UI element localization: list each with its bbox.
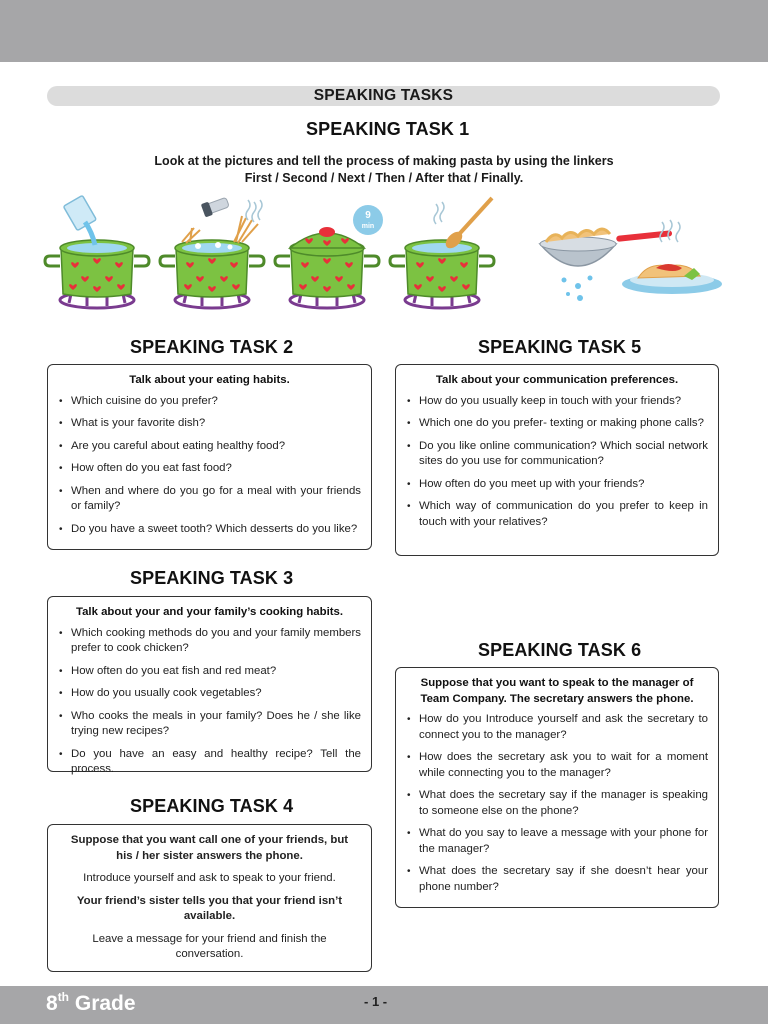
task3-item: • How often do you eat fish and red meat? <box>58 664 361 680</box>
task2-title: SPEAKING TASK 2 <box>130 337 294 357</box>
task3-title: SPEAKING TASK 3 <box>130 568 294 588</box>
task2-heading: Talk about your eating habits. <box>129 374 290 386</box>
task6-item: • What do you say to leave a message with your phone for the manager? <box>406 826 708 857</box>
top-bar <box>0 0 768 62</box>
task4-line4: Leave a message for your friend and finish the conversation. <box>92 932 327 960</box>
task5-item: • Which one do you prefer- texting or making phone calls? <box>406 416 708 432</box>
task5-box <box>395 364 719 556</box>
task6-question-list <box>406 712 708 895</box>
task3-heading: Talk about your and your family’s cooking habits. <box>75 606 344 618</box>
task3-item: • Do you have an easy and healthy recipe? Tell the process. <box>58 747 361 778</box>
timer-number: 9 <box>365 210 371 221</box>
task2-item: • Do you have a sweet tooth? Which desserts do you like? <box>58 522 361 538</box>
task6-title: SPEAKING TASK 6 <box>478 640 642 660</box>
step4-pot-icon <box>390 198 494 308</box>
timer-unit: min <box>361 223 375 230</box>
step2-pot-icon <box>160 195 264 308</box>
task3-box <box>47 596 372 775</box>
task2-question-list <box>58 394 361 538</box>
task4-line1: Suppose that you want call one of your friends, but his / her sister answers the phone. <box>70 834 349 862</box>
task4-line3: Your friend’s sister tells you that your friend isn’t available. <box>76 894 343 922</box>
section-banner: SPEAKING TASKS <box>47 86 720 106</box>
grade-number: 8 <box>46 992 58 1015</box>
task1-instruction-line2: First / Second / Next / Then / After that / Finally. <box>244 171 524 185</box>
page-number: - 1 - <box>364 994 388 1009</box>
task5-item: • Do you like online communication? Which social network sites do you use for communication? <box>406 439 708 470</box>
task5-item: • How do you usually keep in touch with your friends? <box>406 394 708 410</box>
step3-pot-icon <box>275 205 383 308</box>
task5-title: SPEAKING TASK 5 <box>478 337 642 357</box>
task5-item: • How often do you meet up with your friends? <box>406 477 708 493</box>
task1-title: SPEAKING TASK 1 <box>306 119 470 139</box>
task6-box <box>395 667 719 908</box>
task6-item: • What does the secretary say if the manager is speaking to someone else on the phone? <box>406 788 708 819</box>
task6-item: • How do you Introduce yourself and ask the secretary to connect you to the manager? <box>406 712 708 743</box>
task2-item: • Are you careful about eating healthy food? <box>58 439 361 455</box>
task5-heading: Talk about your communication preferences. <box>435 374 679 386</box>
step6-plate-icon <box>622 220 722 294</box>
task6-item: • What does the secretary say if she doesn’t hear your phone number? <box>406 864 708 895</box>
task2-item: • Which cuisine do you prefer? <box>58 394 361 410</box>
task5-item: • Which way of communication do you prefer to keep in touch with your relatives? <box>406 499 708 530</box>
task1-instruction-line1: Look at the pictures and tell the process of making pasta by using the linkers <box>154 154 614 168</box>
task1-instruction <box>60 153 708 187</box>
task3-item: • Which cooking methods do you and your family members prefer to cook chicken? <box>58 626 361 657</box>
grade-suffix: th <box>57 990 70 1004</box>
task4-title: SPEAKING TASK 4 <box>130 796 294 816</box>
task3-question-list <box>58 626 361 778</box>
task4-line2: Introduce yourself and ask to speak to your friend. <box>83 872 336 884</box>
grade-label <box>46 990 136 1016</box>
task6-item: • How does the secretary ask you to wait for a moment while connecting you to the manager? <box>406 750 708 781</box>
pasta-steps-illustration <box>40 190 730 320</box>
task5-question-list <box>406 394 708 531</box>
task2-item: • When and where do you go for a meal with your friends or family? <box>58 484 361 515</box>
task3-item: • How do you usually cook vegetables? <box>58 686 361 702</box>
grade-word: Grade <box>74 992 136 1015</box>
task2-item: • How often do you eat fast food? <box>58 461 361 477</box>
task4-box <box>47 824 372 972</box>
task3-item: • Who cooks the meals in your family? Does he / she like trying new recipes? <box>58 709 361 740</box>
task2-box <box>47 364 372 550</box>
task6-heading: Suppose that you want to speak to the manager of Team Company. The secretary answers the phone. <box>420 677 694 705</box>
task2-item: • What is your favorite dish? <box>58 416 361 432</box>
step1-pot-icon <box>45 195 149 308</box>
